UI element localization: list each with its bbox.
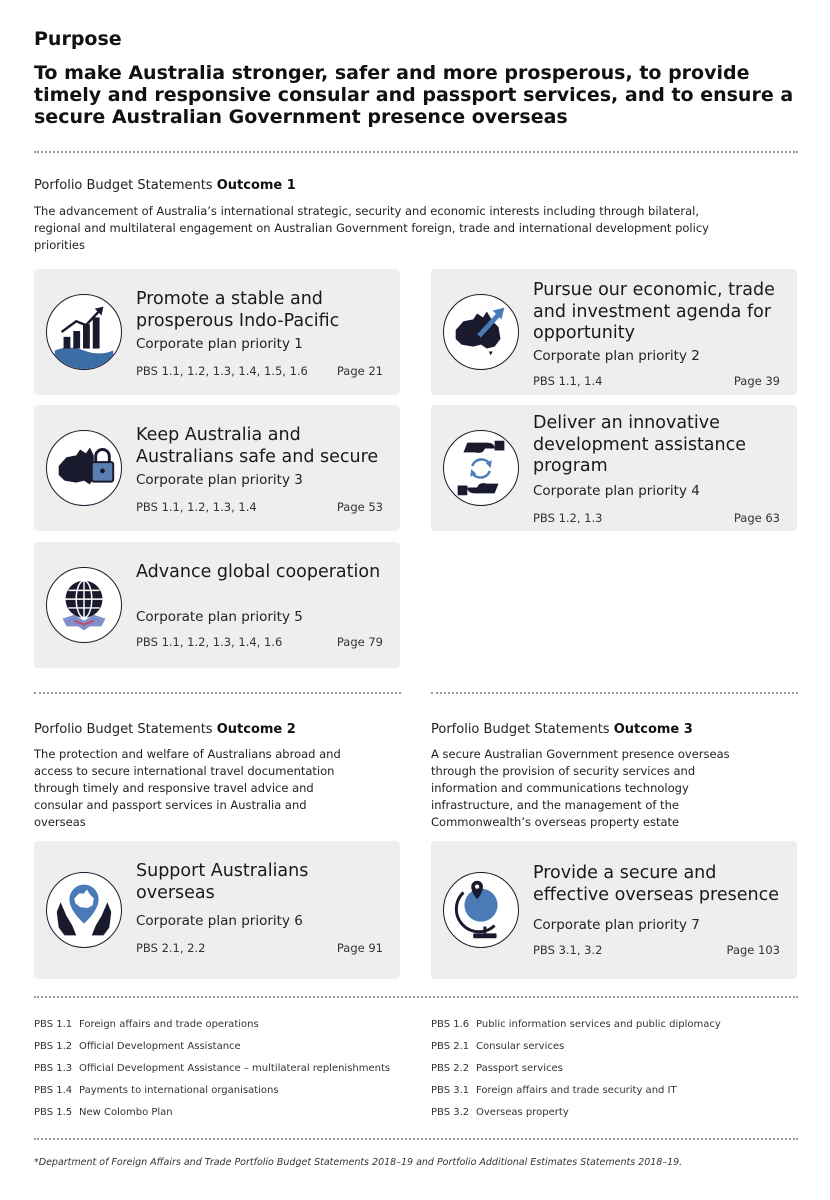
outcome-1-description: The advancement of Australia’s international strategic, security and economic interests including through bilateral, regional and multilateral engagement on Australian Government foreign, trade and international development policy priorities xyxy=(34,204,709,252)
legend-item xyxy=(34,1063,390,1085)
rising-chart-icon xyxy=(46,294,122,370)
legend-item xyxy=(34,1107,390,1129)
outcome-2-description: The protection and welfare of Australians abroad and access to secure international travel documentation through timely and responsive travel advice and consular and passport services in Australia and overseas xyxy=(34,747,341,829)
australia-arrow-icon xyxy=(443,294,519,370)
legend-code: PBS 1.4 xyxy=(34,1085,73,1096)
legend-item xyxy=(431,1107,721,1129)
legend-code: PBS 3.1 xyxy=(431,1085,470,1096)
card-title: Support Australians overseas xyxy=(136,861,309,903)
outcome-2-prefix: Porfolio Budget Statements xyxy=(34,722,217,737)
legend-label: Official Development Assistance – multilateral replenishments xyxy=(79,1063,391,1074)
card-priority: Corporate plan priority 3 xyxy=(136,472,303,488)
card-priority: Corporate plan priority 1 xyxy=(136,336,303,352)
outcome-3-prefix: Porfolio Budget Statements xyxy=(431,722,614,737)
divider xyxy=(431,692,798,694)
legend-code: PBS 1.5 xyxy=(34,1107,73,1118)
card-page: Page 63 xyxy=(733,511,780,525)
priority-card-1 xyxy=(34,269,400,395)
pbs-legend-right xyxy=(431,1019,721,1129)
purpose-label: Purpose xyxy=(34,28,122,50)
card-page: Page 79 xyxy=(336,635,383,649)
legend-item xyxy=(431,1063,721,1085)
legend-label: Payments to international organisations xyxy=(79,1085,279,1096)
priority-card-7 xyxy=(431,841,797,979)
desk-globe-icon xyxy=(443,872,519,948)
card-page: Page 103 xyxy=(726,943,780,957)
card-pbs: PBS 1.1, 1.2, 1.3, 1.4, 1.6 xyxy=(136,635,283,649)
australia-padlock-icon xyxy=(46,430,122,506)
outcome-3-description: A secure Australian Government presence overseas through the provision of security services and information and communications technology infrastructure, and the management of the Commonwealth’s overseas property estate xyxy=(431,747,730,829)
divider xyxy=(34,151,798,153)
legend-code: PBS 1.6 xyxy=(431,1019,470,1030)
outcome-1-heading xyxy=(34,178,296,193)
card-page: Page 39 xyxy=(733,374,780,388)
legend-code: PBS 1.1 xyxy=(34,1019,73,1030)
card-title: Promote a stable and prosperous Indo-Pacific xyxy=(136,289,340,331)
legend-label: Public information services and public diplomacy xyxy=(476,1019,721,1030)
pbs-legend-left xyxy=(34,1019,390,1129)
priority-card-2 xyxy=(431,269,797,395)
card-pbs: PBS 1.1, 1.2, 1.3, 1.4, 1.5, 1.6 xyxy=(136,364,308,378)
card-pbs: PBS 2.1, 2.2 xyxy=(136,941,206,955)
legend-label: Foreign affairs and trade security and IT xyxy=(476,1085,677,1096)
card-title: Keep Australia and Australians safe and secure xyxy=(136,425,379,467)
legend-item xyxy=(431,1041,721,1063)
card-title: Deliver an innovative development assistance program xyxy=(533,413,747,476)
legend-item xyxy=(34,1041,390,1063)
priority-card-4 xyxy=(431,405,797,531)
card-title: Provide a secure and effective overseas presence xyxy=(533,863,779,905)
divider xyxy=(34,692,401,694)
outcome-2-label: Outcome 2 xyxy=(216,722,296,737)
legend-label: Passport services xyxy=(476,1063,563,1074)
card-page: Page 53 xyxy=(336,500,383,514)
outcome-2-heading xyxy=(34,722,296,737)
legend-label: Overseas property xyxy=(476,1107,569,1118)
outcome-1-prefix: Porfolio Budget Statements xyxy=(34,178,217,193)
priority-card-3 xyxy=(34,405,400,531)
divider xyxy=(34,996,798,998)
outcome-3-label: Outcome 3 xyxy=(613,722,693,737)
card-priority: Corporate plan priority 4 xyxy=(533,483,700,499)
globe-handshake-icon xyxy=(46,567,122,643)
legend-label: Official Development Assistance xyxy=(79,1041,241,1052)
legend-label: New Colombo Plan xyxy=(79,1107,173,1118)
legend-item xyxy=(34,1085,390,1107)
hands-exchange-icon xyxy=(443,430,519,506)
hands-australia-icon xyxy=(46,872,122,948)
legend-item xyxy=(431,1019,721,1041)
legend-code: PBS 2.1 xyxy=(431,1041,470,1052)
card-pbs: PBS 3.1, 3.2 xyxy=(533,943,603,957)
priority-card-6 xyxy=(34,841,400,979)
legend-code: PBS 3.2 xyxy=(431,1107,470,1118)
card-title: Pursue our economic, trade and investment agenda for opportunity xyxy=(533,280,775,343)
card-title: Advance global cooperation xyxy=(136,562,381,582)
purpose-statement: To make Australia stronger, safer and more prosperous, to provide timely and responsive consular and passport services, and to ensure a secure Australian Government presence overseas xyxy=(34,62,794,128)
legend-code: PBS 1.2 xyxy=(34,1041,73,1052)
footnote: *Department of Foreign Affairs and Trade Portfolio Budget Statements 2018–19 and Portfolio Additional Estimates Statements 2018–19. xyxy=(34,1157,683,1168)
legend-label: Foreign affairs and trade operations xyxy=(79,1019,259,1030)
card-priority: Corporate plan priority 6 xyxy=(136,913,303,929)
priority-card-5 xyxy=(34,542,400,668)
legend-item xyxy=(34,1019,390,1041)
legend-code: PBS 1.3 xyxy=(34,1063,73,1074)
card-priority: Corporate plan priority 2 xyxy=(533,348,700,364)
card-pbs: PBS 1.1, 1.4 xyxy=(533,374,603,388)
legend-item xyxy=(431,1085,721,1107)
divider xyxy=(34,1138,798,1140)
card-page: Page 91 xyxy=(336,941,383,955)
card-pbs: PBS 1.2, 1.3 xyxy=(533,511,603,525)
card-pbs: PBS 1.1, 1.2, 1.3, 1.4 xyxy=(136,500,257,514)
card-priority: Corporate plan priority 7 xyxy=(533,917,700,933)
card-page: Page 21 xyxy=(336,364,383,378)
legend-label: Consular services xyxy=(476,1041,565,1052)
outcome-1-label: Outcome 1 xyxy=(216,178,296,193)
outcome-3-heading xyxy=(431,722,693,737)
legend-code: PBS 2.2 xyxy=(431,1063,470,1074)
card-priority: Corporate plan priority 5 xyxy=(136,609,303,625)
